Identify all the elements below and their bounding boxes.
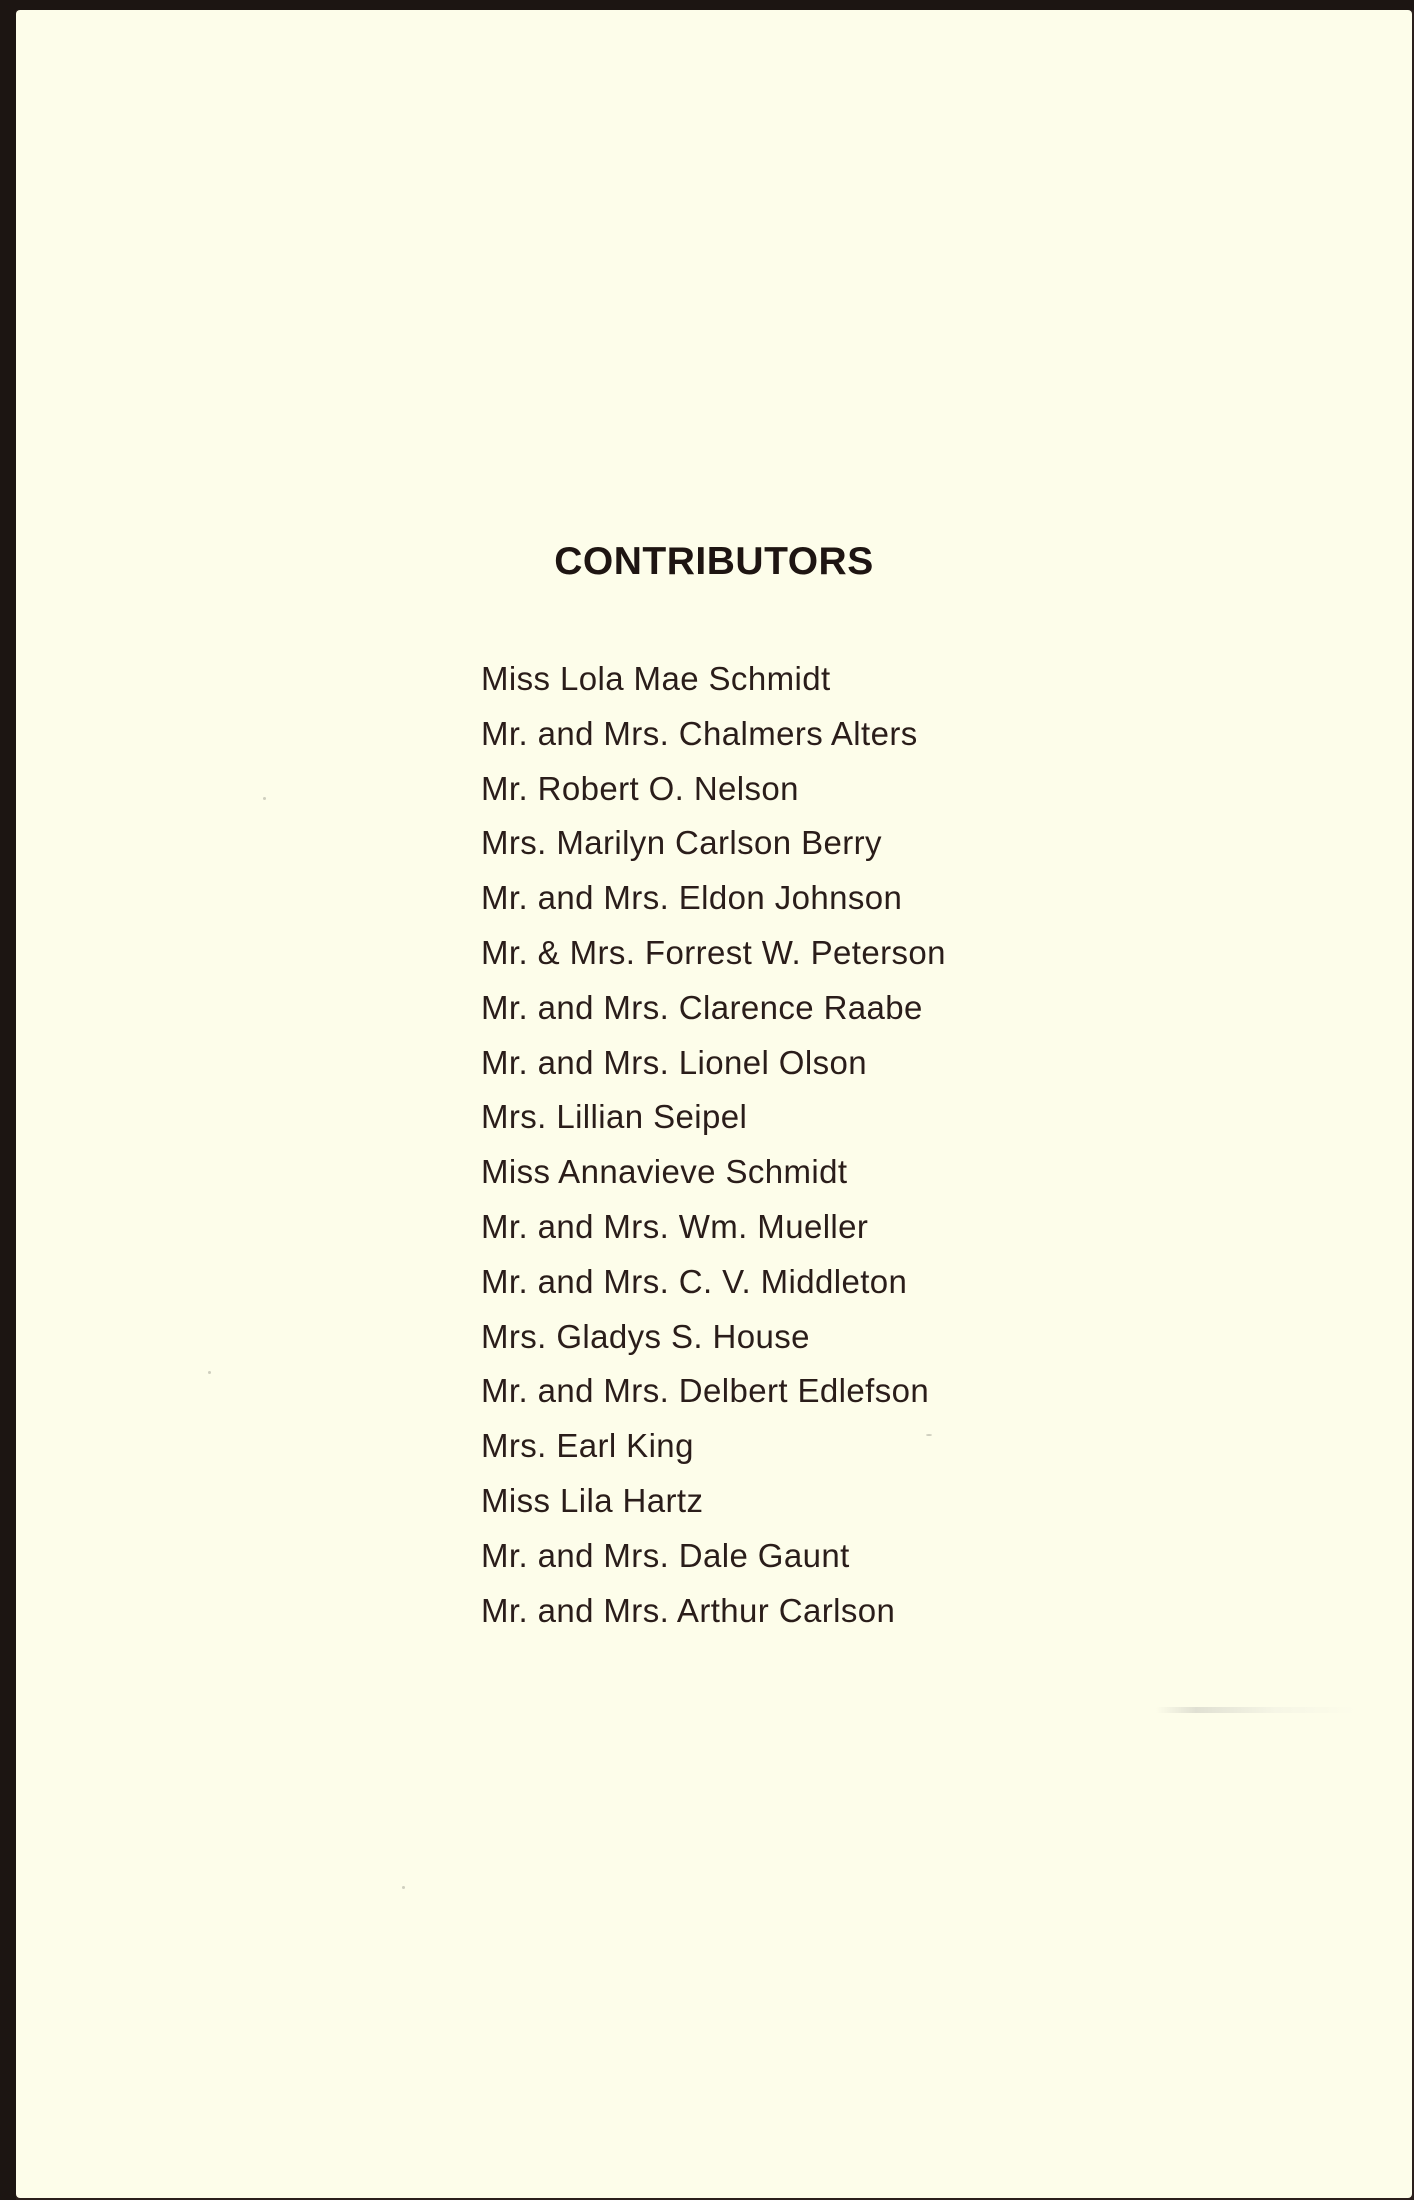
list-item: Mr. and Mrs. C. V. Middleton [481,1262,908,1300]
list-item: Mr. and Mrs. Arthur Carlson [481,1591,896,1629]
list-item: Mr. and Mrs. Wm. Mueller [481,1207,869,1245]
list-item: Mrs. Gladys S. House [481,1317,810,1355]
list-item: Mr. Robert O. Nelson [481,769,799,807]
list-item: Mr. and Mrs. Clarence Raabe [481,988,923,1026]
list-item: Miss Annavieve Schmidt [481,1153,848,1191]
list-item: Mr. and Mrs. Dale Gaunt [481,1536,850,1574]
list-item: Miss Lola Mae Schmidt [481,660,831,697]
list-item: Mr. and Mrs. Delbert Edlefson [481,1372,930,1410]
paper-speck [208,1371,211,1374]
list-item: Mrs. Earl King [481,1427,694,1465]
page-heading: CONTRIBUTORS [554,540,874,583]
list-item: Mr. & Mrs. Forrest W. Peterson [481,933,946,971]
list-item: Mrs. Lillian Seipel [481,1098,748,1136]
paper-speck [402,1886,405,1889]
list-item: Mr. and Mrs. Lionel Olson [481,1043,867,1081]
list-item: Mr. and Mrs. Chalmers Alters [481,714,918,752]
list-item: Mr. and Mrs. Eldon Johnson [481,879,903,917]
scan-border-left [0,0,16,2200]
paper-speck [263,797,266,800]
list-item: Mrs. Marilyn Carlson Berry [481,824,882,862]
paper-speck [926,1434,932,1436]
document-page [16,10,1412,2198]
list-item: Miss Lila Hartz [481,1481,704,1519]
scan-border-top [0,0,1414,10]
paper-smudge [1156,1707,1356,1713]
contributors-list [481,652,946,1638]
